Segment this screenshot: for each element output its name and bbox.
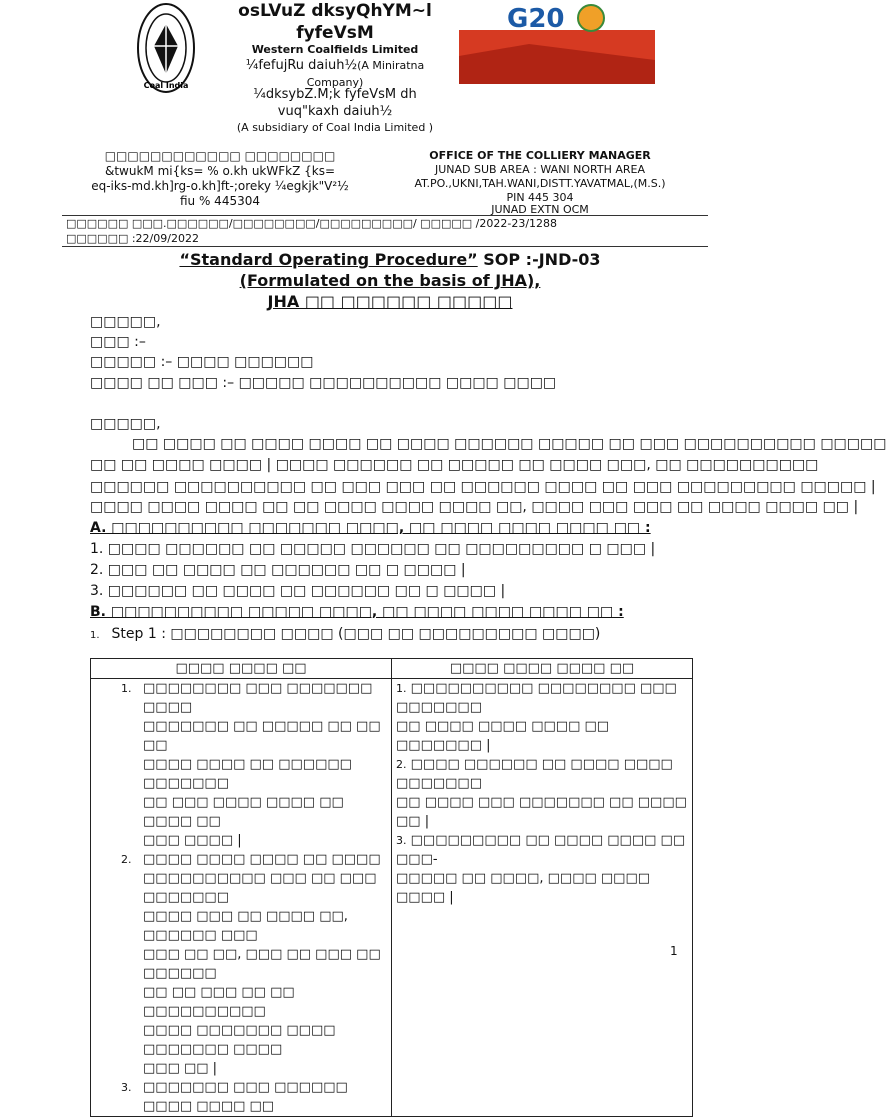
list-item-line: □□□□ □□□□ □□ □□□□□□ □□□□□□□	[143, 757, 352, 791]
miniratna-english: (A Miniratna Company)	[306, 59, 425, 89]
right-line	[396, 869, 688, 907]
title-line2: (Formulated on the basis of JHA),	[239, 271, 541, 290]
list-item-line: □□□□ □□□□□□□ □□□□ □□□□□□□ □□□□	[143, 1023, 336, 1057]
title-code: SOP :-JND-03	[477, 250, 601, 269]
office-right-line2: AT.PO.,UKNI,TAH.WANI,DISTT.YAVATMAL,(M.S.)	[414, 177, 666, 190]
title-line3: JHA □□ □□□□□□ □□□□□	[267, 292, 513, 311]
list-item-line: □□□□□□□ □□ □□□□□ □□ □□ □□	[143, 719, 381, 753]
list-item-line: □□□□ □□□□ □□□□ □□ □□□□	[143, 852, 381, 867]
table-header-right: □□□□ □□□□ □□□□ □□	[392, 659, 693, 679]
step1-number: 1.	[90, 630, 100, 641]
company-name-hindi: osLVuZ dksyQhYM~l fyfeVsM	[238, 1, 432, 43]
list-item-line: □□□□□□□□□□ □□□ □□ □□□ □□□□□□□	[143, 871, 377, 905]
right-line-number: 2.	[396, 758, 407, 771]
section-a-item3: 3. □□□□□□ □□ □□□□ □□ □□□□□□ □□ □ □□□□ |	[90, 583, 506, 599]
office-right-line1: JUNAD SUB AREA : WANI NORTH AREA	[434, 163, 646, 176]
title-line1	[90, 249, 690, 270]
paragraph-line4: □□□□ □□□□ □□□□ □□ □□ □□□□ □□□□ □□□□ □□, □□□□ □□□ □□□ □□ □□□□ □□□□ □□ |	[90, 499, 859, 515]
section-b-heading: B. □□□□□□□□□□ □□□□□ □□□□, □□ □□□□ □□□□ □□□□ □□ :	[90, 604, 624, 620]
left-item-list	[91, 679, 391, 1116]
office-right-line3: PIN 445 304	[506, 191, 574, 204]
right-line-text: □□□□ □□□□□□ □□ □□□□ □□□□ □□□□□□□	[396, 757, 673, 791]
divider-bottom	[62, 246, 708, 247]
right-line	[396, 717, 688, 755]
g20-logo-text: G20	[507, 4, 565, 34]
office-title: OFFICE OF THE COLLIERY MANAGER	[429, 149, 651, 162]
right-line	[396, 793, 688, 831]
title-quoted: “Standard Operating Procedure”	[179, 250, 478, 269]
office-right-line4: JUNAD EXTN OCM	[491, 203, 589, 216]
list-item-line: □□□ □□□□ |	[143, 833, 242, 848]
workplace-line: □□□□ □□ □□□ :– □□□□□ □□□□□□□□□□ □□□□ □□□□	[90, 375, 557, 391]
list-item-number: 2.	[121, 853, 132, 866]
right-line-text: □□□□□□□□□ □□ □□□□ □□□□ □□ □□□-	[396, 833, 686, 867]
section-a-item2: 2. □□□ □□ □□□□ □□ □□□□□□ □□ □ □□□□ |	[90, 562, 466, 578]
office-left-line4: fiu % 445304	[179, 194, 260, 208]
list-item-line: □□□□□□□□ □□□ □□□□□□□ □□□□	[143, 681, 373, 715]
paragraph-line2: □□ □□ □□□□ □□□□ | □□□□ □□□□□□ □□ □□□□□ □□ □□□□ □□□, □□ □□□□□□□□□□	[90, 457, 819, 473]
right-line	[396, 755, 688, 793]
list-item-text	[143, 1078, 391, 1116]
subsidiary-hindi: ¼dksybZ.M;k fyfeVsM dh vuq"kaxh daiuh½	[253, 87, 417, 119]
right-line-number: 3.	[396, 834, 407, 847]
paragraph-line1: □□ □□□□ □□ □□□□ □□□□ □□ □□□□ □□□□□□ □□□□□ □□ □□□ □□□□□□□□□□ □□□□□	[132, 436, 886, 452]
right-line-text: □□ □□□□ □□□□ □□□□ □□ □□□□□□□ |	[396, 719, 610, 753]
reference-number: □□□□□□ □□□.□□□□□□/□□□□□□□□/□□□□□□□□□/ □□□□□ /2022-23/1288	[66, 217, 558, 230]
office-left-line2: &twukM mi{ks= % o.kh ukWFkZ {ks=	[104, 164, 336, 178]
coal-india-logo-text: Coal India	[143, 81, 189, 90]
right-line	[396, 679, 688, 717]
jha-table	[90, 658, 693, 1117]
company-name-english: Western Coalfields Limited	[251, 43, 419, 56]
office-left-line3: eq-iks-md.kh]rg-o.kh]ft-;oreky ¼egkjk"V²½	[91, 179, 349, 193]
coal-india-logo	[136, 2, 196, 98]
g20-logo	[459, 0, 655, 84]
list-item-text	[143, 679, 391, 850]
divider-top	[62, 215, 708, 216]
right-line-text: □□□□□ □□ □□□□, □□□□ □□□□ □□□□ |	[396, 871, 651, 905]
table-row	[91, 679, 693, 1117]
salutation: □□□□□,	[90, 416, 161, 432]
list-item-line: □□□□ □□□ □□ □□□□ □□, □□□□□□ □□□	[143, 909, 348, 943]
list-item-line: □□□ □□ |	[143, 1061, 218, 1076]
reference-date: □□□□□□ :22/09/2022	[66, 232, 199, 245]
list-item-line: □□ □□□ □□□□ □□□□ □□ □□□□ □□	[143, 795, 344, 829]
step1-text: Step 1 : □□□□□□□□ □□□□ (□□□ □□ □□□□□□□□□ □□□□)	[111, 626, 601, 642]
section-a-heading: A. □□□□□□□□□□ □□□□□□□ □□□□, □□ □□□□ □□□□ □□□□ □□ :	[90, 520, 651, 536]
list-item-line: □□□ □□ □□, □□□ □□ □□□ □□ □□□□□□	[143, 947, 381, 981]
step1-line	[90, 624, 600, 646]
list-item-number: 1.	[121, 682, 132, 695]
name-line: □□□ :–	[90, 334, 146, 350]
table-cell-right	[392, 679, 693, 1117]
list-item	[121, 679, 391, 850]
subsidiary-english: (A subsidiary of Coal India Limited )	[236, 121, 434, 134]
list-item-number: 3.	[121, 1081, 132, 1094]
right-line-text: □□□□□□□□□□ □□□□□□□□ □□□ □□□□□□□	[396, 681, 677, 715]
table-header-left: □□□□ □□□□ □□	[91, 659, 392, 679]
section-a-item1: 1. □□□□ □□□□□□ □□ □□□□□ □□□□□□ □□ □□□□□□□□□ □ □□□ |	[90, 541, 656, 557]
list-item	[121, 1078, 391, 1116]
list-item-line: □□ □□ □□□ □□ □□ □□□□□□□□□□	[143, 985, 295, 1019]
table-cell-left	[91, 679, 392, 1117]
designation-line: □□□□□ :– □□□□ □□□□□□	[90, 354, 314, 370]
list-item-text	[143, 850, 391, 1078]
list-item	[121, 850, 391, 1078]
salutation-to: □□□□□,	[90, 314, 161, 330]
list-item-line: □□□□□□□ □□□ □□□□□□ □□□□ □□□□ □□	[143, 1080, 348, 1114]
page-number: 1	[670, 944, 678, 958]
right-line	[396, 831, 688, 869]
right-line-number: 1.	[396, 682, 407, 695]
right-line-text: □□ □□□□ □□□ □□□□□□□ □□ □□□□ □□ |	[396, 795, 687, 829]
miniratna-hindi: ¼fefujRu daiuh½	[245, 58, 358, 73]
office-left-line1: □□□□□□□□□□□□ □□□□□□□□	[104, 149, 336, 163]
paragraph-line3: □□□□□□ □□□□□□□□□□ □□ □□□ □□□ □□ □□□□□□ □□□□ □□ □□□ □□□□□□□□□ □□□□□ |	[90, 479, 876, 495]
